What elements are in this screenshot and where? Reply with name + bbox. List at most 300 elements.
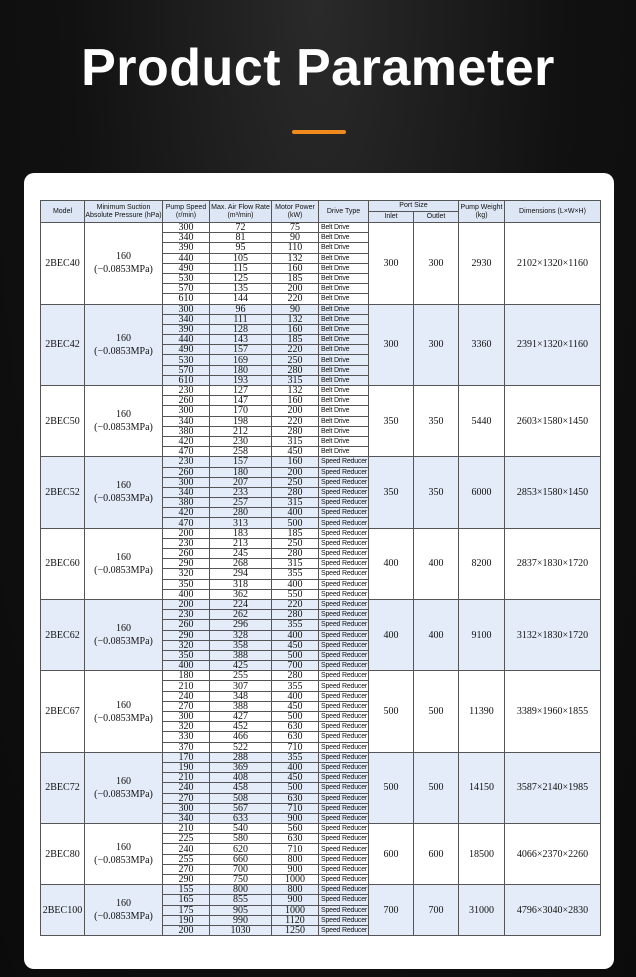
model-group	[41, 824, 601, 885]
drive-type-cell: Speed Reducer	[319, 681, 369, 691]
motor-power-cell: 700	[272, 661, 319, 671]
motor-power-cell: 630	[272, 722, 319, 732]
dimensions-cell: 3132×1830×1720	[505, 599, 601, 670]
pump-speed-cell: 230	[163, 538, 210, 548]
air-flow-cell: 96	[210, 304, 272, 314]
parameter-table	[40, 200, 601, 936]
pressure-hpa: 160	[116, 775, 131, 787]
air-flow-cell: 157	[210, 345, 272, 355]
pump-weight-cell: 8200	[459, 528, 505, 599]
motor-power-cell: 710	[272, 742, 319, 752]
air-flow-cell: 105	[210, 253, 272, 263]
drive-type-cell: Belt Drive	[319, 406, 369, 416]
air-flow-cell: 294	[210, 569, 272, 579]
drive-type-cell: Speed Reducer	[319, 783, 369, 793]
pump-speed-cell: 380	[163, 498, 210, 508]
pump-speed-cell: 300	[163, 712, 210, 722]
pump-speed-cell: 300	[163, 803, 210, 813]
pump-speed-cell: 240	[163, 783, 210, 793]
motor-power-cell: 355	[272, 620, 319, 630]
pressure-mpa: (−0.0853MPa)	[94, 636, 153, 648]
drive-type-cell: Speed Reducer	[319, 844, 369, 854]
pump-speed-cell: 320	[163, 640, 210, 650]
pump-speed-cell: 300	[163, 406, 210, 416]
motor-power-cell: 1250	[272, 925, 319, 935]
pump-weight-cell: 6000	[459, 457, 505, 528]
table-row	[41, 885, 601, 895]
suction-pressure-cell	[85, 671, 163, 753]
air-flow-cell: 700	[210, 864, 272, 874]
pump-speed-cell: 170	[163, 752, 210, 762]
motor-power-cell: 280	[272, 426, 319, 436]
air-flow-cell: 258	[210, 447, 272, 457]
drive-type-cell: Speed Reducer	[319, 915, 369, 925]
motor-power-cell: 1000	[272, 875, 319, 885]
pump-speed-cell: 190	[163, 762, 210, 772]
model-group	[41, 752, 601, 823]
air-flow-cell: 95	[210, 243, 272, 253]
pump-speed-cell: 210	[163, 824, 210, 834]
pump-speed-cell: 570	[163, 284, 210, 294]
dimensions-cell: 2837×1830×1720	[505, 528, 601, 599]
drive-type-cell: Belt Drive	[319, 263, 369, 273]
pressure-hpa: 160	[116, 251, 131, 263]
air-flow-cell: 81	[210, 233, 272, 243]
motor-power-cell: 315	[272, 498, 319, 508]
drive-type-cell: Speed Reducer	[319, 864, 369, 874]
motor-power-cell: 250	[272, 477, 319, 487]
air-flow-cell: 388	[210, 701, 272, 711]
table-row	[41, 223, 601, 233]
pump-speed-cell: 270	[163, 793, 210, 803]
drive-type-cell: Speed Reducer	[319, 630, 369, 640]
motor-power-cell: 280	[272, 487, 319, 497]
header-drive-type: Drive Type	[319, 201, 369, 223]
motor-power-cell: 75	[272, 223, 319, 233]
model-group	[41, 885, 601, 936]
air-flow-cell: 128	[210, 324, 272, 334]
air-flow-cell: 750	[210, 875, 272, 885]
inlet-cell: 350	[369, 386, 414, 457]
air-flow-cell: 633	[210, 813, 272, 823]
drive-type-cell: Belt Drive	[319, 294, 369, 304]
outlet-cell: 500	[414, 752, 459, 823]
pump-speed-cell: 440	[163, 253, 210, 263]
table-row	[41, 386, 601, 396]
motor-power-cell: 160	[272, 457, 319, 467]
motor-power-cell: 280	[272, 549, 319, 559]
pump-speed-cell: 420	[163, 508, 210, 518]
suction-pressure-cell	[85, 528, 163, 599]
pump-speed-cell: 200	[163, 925, 210, 935]
motor-power-cell: 220	[272, 599, 319, 609]
motor-power-cell: 400	[272, 762, 319, 772]
drive-type-cell: Belt Drive	[319, 426, 369, 436]
pressure-mpa: (−0.0853MPa)	[94, 493, 153, 505]
model-cell: 2BEC80	[41, 824, 85, 885]
pump-speed-cell: 610	[163, 375, 210, 385]
pump-speed-cell: 260	[163, 396, 210, 406]
pump-speed-cell: 570	[163, 365, 210, 375]
pump-speed-cell: 390	[163, 324, 210, 334]
drive-type-cell: Speed Reducer	[319, 895, 369, 905]
air-flow-cell: 408	[210, 773, 272, 783]
air-flow-cell: 348	[210, 691, 272, 701]
drive-type-cell: Speed Reducer	[319, 762, 369, 772]
pump-speed-cell: 180	[163, 671, 210, 681]
air-flow-cell: 255	[210, 671, 272, 681]
motor-power-cell: 500	[272, 712, 319, 722]
pressure-mpa: (−0.0853MPa)	[94, 788, 153, 800]
pump-speed-cell: 470	[163, 518, 210, 528]
suction-pressure-cell	[85, 885, 163, 936]
air-flow-cell: 425	[210, 661, 272, 671]
pump-weight-cell: 5440	[459, 386, 505, 457]
motor-power-cell: 450	[272, 640, 319, 650]
drive-type-cell: Belt Drive	[319, 284, 369, 294]
pump-speed-cell: 225	[163, 834, 210, 844]
drive-type-cell: Speed Reducer	[319, 752, 369, 762]
inlet-cell: 500	[369, 671, 414, 753]
pump-speed-cell: 260	[163, 467, 210, 477]
dimensions-cell: 2102×1320×1160	[505, 223, 601, 305]
air-flow-cell: 115	[210, 263, 272, 273]
pump-speed-cell: 350	[163, 650, 210, 660]
motor-power-cell: 90	[272, 304, 319, 314]
drive-type-cell: Speed Reducer	[319, 834, 369, 844]
motor-power-cell: 560	[272, 824, 319, 834]
pump-speed-cell: 175	[163, 905, 210, 915]
air-flow-cell: 288	[210, 752, 272, 762]
motor-power-cell: 400	[272, 508, 319, 518]
air-flow-cell: 452	[210, 722, 272, 732]
pump-speed-cell: 260	[163, 620, 210, 630]
air-flow-cell: 198	[210, 416, 272, 426]
motor-power-cell: 450	[272, 773, 319, 783]
pump-weight-cell: 31000	[459, 885, 505, 936]
header-model: Model	[41, 201, 85, 223]
drive-type-cell: Speed Reducer	[319, 701, 369, 711]
pressure-hpa: 160	[116, 332, 131, 344]
motor-power-cell: 500	[272, 783, 319, 793]
model-group	[41, 457, 601, 528]
air-flow-cell: 522	[210, 742, 272, 752]
motor-power-cell: 280	[272, 671, 319, 681]
air-flow-cell: 313	[210, 518, 272, 528]
pressure-mpa: (−0.0853MPa)	[94, 712, 153, 724]
drive-type-cell: Belt Drive	[319, 335, 369, 345]
motor-power-cell: 280	[272, 610, 319, 620]
pump-speed-cell: 530	[163, 355, 210, 365]
suction-pressure-cell	[85, 824, 163, 885]
air-flow-cell: 180	[210, 365, 272, 375]
drive-type-cell: Speed Reducer	[319, 620, 369, 630]
drive-type-cell: Speed Reducer	[319, 579, 369, 589]
drive-type-cell: Belt Drive	[319, 416, 369, 426]
pump-speed-cell: 165	[163, 895, 210, 905]
motor-power-cell: 450	[272, 701, 319, 711]
motor-power-cell: 90	[272, 233, 319, 243]
suction-pressure-cell	[85, 386, 163, 457]
header-pump-weight: Pump Weight (kg)	[459, 201, 505, 223]
inlet-cell: 700	[369, 885, 414, 936]
air-flow-cell: 262	[210, 610, 272, 620]
motor-power-cell: 132	[272, 386, 319, 396]
air-flow-cell: 111	[210, 314, 272, 324]
drive-type-cell: Belt Drive	[319, 324, 369, 334]
table-row	[41, 599, 601, 609]
air-flow-cell: 245	[210, 549, 272, 559]
motor-power-cell: 315	[272, 375, 319, 385]
air-flow-cell: 1030	[210, 925, 272, 935]
pump-speed-cell: 290	[163, 559, 210, 569]
drive-type-cell: Speed Reducer	[319, 854, 369, 864]
air-flow-cell: 458	[210, 783, 272, 793]
drive-type-cell: Speed Reducer	[319, 875, 369, 885]
pump-speed-cell: 330	[163, 732, 210, 742]
drive-type-cell: Belt Drive	[319, 345, 369, 355]
air-flow-cell: 72	[210, 223, 272, 233]
motor-power-cell: 315	[272, 436, 319, 446]
motor-power-cell: 185	[272, 528, 319, 538]
air-flow-cell: 180	[210, 467, 272, 477]
motor-power-cell: 250	[272, 538, 319, 548]
pressure-mpa: (−0.0853MPa)	[94, 911, 153, 923]
model-group	[41, 304, 601, 386]
air-flow-cell: 144	[210, 294, 272, 304]
air-flow-cell: 466	[210, 732, 272, 742]
motor-power-cell: 160	[272, 263, 319, 273]
pressure-hpa: 160	[116, 409, 131, 421]
drive-type-cell: Speed Reducer	[319, 518, 369, 528]
air-flow-cell: 328	[210, 630, 272, 640]
motor-power-cell: 160	[272, 324, 319, 334]
header-port-size: Port Size	[369, 201, 459, 212]
inlet-cell: 400	[369, 599, 414, 670]
table-row	[41, 457, 601, 467]
air-flow-cell: 280	[210, 508, 272, 518]
motor-power-cell: 630	[272, 793, 319, 803]
pressure-hpa: 160	[116, 551, 131, 563]
dimensions-cell: 2603×1580×1450	[505, 386, 601, 457]
pump-speed-cell: 420	[163, 436, 210, 446]
motor-power-cell: 550	[272, 589, 319, 599]
table-row	[41, 528, 601, 538]
pump-speed-cell: 320	[163, 722, 210, 732]
motor-power-cell: 200	[272, 284, 319, 294]
air-flow-cell: 233	[210, 487, 272, 497]
drive-type-cell: Belt Drive	[319, 386, 369, 396]
pump-speed-cell: 230	[163, 457, 210, 467]
pump-speed-cell: 260	[163, 549, 210, 559]
model-cell: 2BEC42	[41, 304, 85, 386]
air-flow-cell: 580	[210, 834, 272, 844]
pressure-mpa: (−0.0853MPa)	[94, 264, 153, 276]
dimensions-cell: 2391×1320×1160	[505, 304, 601, 386]
pressure-hpa: 160	[116, 623, 131, 635]
drive-type-cell: Speed Reducer	[319, 599, 369, 609]
inlet-cell: 600	[369, 824, 414, 885]
model-cell: 2BEC67	[41, 671, 85, 753]
pressure-mpa: (−0.0853MPa)	[94, 564, 153, 576]
drive-type-cell: Speed Reducer	[319, 549, 369, 559]
inlet-cell: 300	[369, 223, 414, 305]
motor-power-cell: 220	[272, 345, 319, 355]
air-flow-cell: 905	[210, 905, 272, 915]
outlet-cell: 400	[414, 599, 459, 670]
pump-speed-cell: 210	[163, 773, 210, 783]
pump-speed-cell: 440	[163, 335, 210, 345]
air-flow-cell: 224	[210, 599, 272, 609]
air-flow-cell: 157	[210, 457, 272, 467]
air-flow-cell: 307	[210, 681, 272, 691]
air-flow-cell: 296	[210, 620, 272, 630]
motor-power-cell: 630	[272, 732, 319, 742]
motor-power-cell: 200	[272, 467, 319, 477]
drive-type-cell: Belt Drive	[319, 233, 369, 243]
air-flow-cell: 143	[210, 335, 272, 345]
drive-type-cell: Speed Reducer	[319, 773, 369, 783]
drive-type-cell: Speed Reducer	[319, 538, 369, 548]
air-flow-cell: 369	[210, 762, 272, 772]
table-row	[41, 824, 601, 834]
air-flow-cell: 127	[210, 386, 272, 396]
drive-type-cell: Speed Reducer	[319, 813, 369, 823]
drive-type-cell: Belt Drive	[319, 273, 369, 283]
motor-power-cell: 630	[272, 834, 319, 844]
motor-power-cell: 1120	[272, 915, 319, 925]
air-flow-cell: 620	[210, 844, 272, 854]
pump-speed-cell: 390	[163, 243, 210, 253]
model-cell: 2BEC60	[41, 528, 85, 599]
header-pump-speed: Pump Speed (r/min)	[163, 201, 210, 223]
pump-weight-cell: 14150	[459, 752, 505, 823]
drive-type-cell: Belt Drive	[319, 243, 369, 253]
air-flow-cell: 170	[210, 406, 272, 416]
table-row	[41, 304, 601, 314]
pump-speed-cell: 370	[163, 742, 210, 752]
pump-speed-cell: 255	[163, 854, 210, 864]
pressure-mpa: (−0.0853MPa)	[94, 422, 153, 434]
air-flow-cell: 183	[210, 528, 272, 538]
drive-type-cell: Speed Reducer	[319, 559, 369, 569]
suction-pressure-cell	[85, 457, 163, 528]
motor-power-cell: 160	[272, 396, 319, 406]
motor-power-cell: 900	[272, 813, 319, 823]
drive-type-cell: Speed Reducer	[319, 589, 369, 599]
pump-speed-cell: 400	[163, 661, 210, 671]
outlet-cell: 350	[414, 457, 459, 528]
header-inlet: Inlet	[369, 212, 414, 223]
pump-weight-cell: 9100	[459, 599, 505, 670]
header-outlet: Outlet	[414, 212, 459, 223]
dimensions-cell: 3587×2140×1985	[505, 752, 601, 823]
air-flow-cell: 660	[210, 854, 272, 864]
outlet-cell: 400	[414, 528, 459, 599]
model-group	[41, 671, 601, 753]
air-flow-cell: 213	[210, 538, 272, 548]
motor-power-cell: 500	[272, 650, 319, 660]
drive-type-cell: Belt Drive	[319, 365, 369, 375]
pump-speed-cell: 340	[163, 233, 210, 243]
pump-speed-cell: 290	[163, 875, 210, 885]
pump-speed-cell: 230	[163, 610, 210, 620]
pump-speed-cell: 400	[163, 589, 210, 599]
outlet-cell: 700	[414, 885, 459, 936]
page-title: Product Parameter	[81, 39, 555, 97]
parameter-card	[24, 173, 614, 969]
drive-type-cell: Belt Drive	[319, 375, 369, 385]
air-flow-cell: 147	[210, 396, 272, 406]
air-flow-cell: 268	[210, 559, 272, 569]
table-row	[41, 671, 601, 681]
drive-type-cell: Speed Reducer	[319, 925, 369, 935]
air-flow-cell: 135	[210, 284, 272, 294]
pump-speed-cell: 470	[163, 447, 210, 457]
pump-speed-cell: 190	[163, 915, 210, 925]
drive-type-cell: Belt Drive	[319, 314, 369, 324]
drive-type-cell: Speed Reducer	[319, 610, 369, 620]
pump-speed-cell: 490	[163, 263, 210, 273]
air-flow-cell: 800	[210, 885, 272, 895]
motor-power-cell: 132	[272, 253, 319, 263]
dimensions-cell: 4066×2370×2260	[505, 824, 601, 885]
motor-power-cell: 185	[272, 273, 319, 283]
inlet-cell: 300	[369, 304, 414, 386]
motor-power-cell: 1000	[272, 905, 319, 915]
model-cell: 2BEC40	[41, 223, 85, 305]
air-flow-cell: 358	[210, 640, 272, 650]
pump-speed-cell: 350	[163, 579, 210, 589]
pump-speed-cell: 530	[163, 273, 210, 283]
motor-power-cell: 400	[272, 630, 319, 640]
drive-type-cell: Speed Reducer	[319, 691, 369, 701]
motor-power-cell: 400	[272, 691, 319, 701]
drive-type-cell: Speed Reducer	[319, 650, 369, 660]
motor-power-cell: 185	[272, 335, 319, 345]
table-row	[41, 752, 601, 762]
motor-power-cell: 355	[272, 569, 319, 579]
motor-power-cell: 500	[272, 518, 319, 528]
drive-type-cell: Speed Reducer	[319, 712, 369, 722]
pump-weight-cell: 18500	[459, 824, 505, 885]
outlet-cell: 350	[414, 386, 459, 457]
motor-power-cell: 132	[272, 314, 319, 324]
header-suction-pressure: Minimum Suction Absolute Pressure (hPa)	[85, 201, 163, 223]
model-cell: 2BEC52	[41, 457, 85, 528]
model-group	[41, 223, 601, 305]
drive-type-cell: Speed Reducer	[319, 742, 369, 752]
inlet-cell: 350	[369, 457, 414, 528]
drive-type-cell: Speed Reducer	[319, 885, 369, 895]
drive-type-cell: Speed Reducer	[319, 661, 369, 671]
motor-power-cell: 355	[272, 681, 319, 691]
motor-power-cell: 280	[272, 365, 319, 375]
drive-type-cell: Speed Reducer	[319, 824, 369, 834]
drive-type-cell: Speed Reducer	[319, 732, 369, 742]
air-flow-cell: 362	[210, 589, 272, 599]
pump-speed-cell: 320	[163, 569, 210, 579]
drive-type-cell: Belt Drive	[319, 355, 369, 365]
air-flow-cell: 318	[210, 579, 272, 589]
pump-speed-cell: 240	[163, 691, 210, 701]
air-flow-cell: 207	[210, 477, 272, 487]
motor-power-cell: 400	[272, 579, 319, 589]
motor-power-cell: 710	[272, 803, 319, 813]
pump-speed-cell: 300	[163, 304, 210, 314]
dimensions-cell: 4796×3040×2830	[505, 885, 601, 936]
suction-pressure-cell	[85, 752, 163, 823]
